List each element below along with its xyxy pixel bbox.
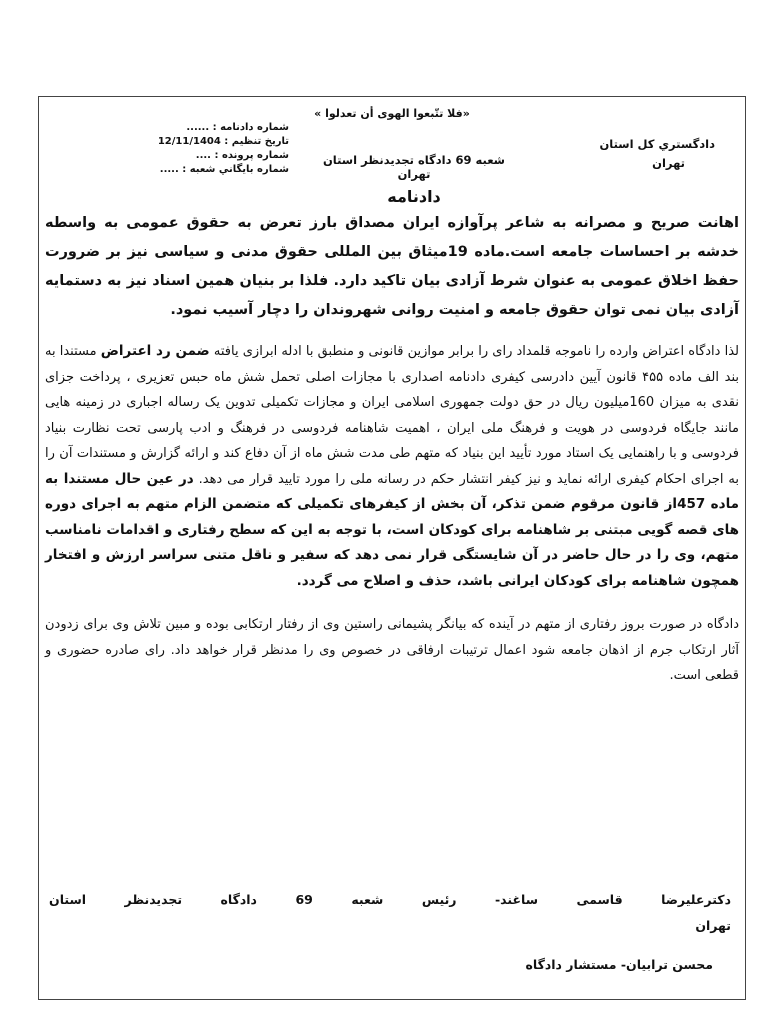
document-body — [45, 209, 739, 689]
sig-word: دکترعلیرضا — [661, 892, 731, 907]
court-organization — [565, 135, 715, 173]
meta-archive-number: شماره بايگاني شعبه : ..... — [159, 164, 289, 175]
sig-word: 69 — [295, 892, 313, 907]
org-line-2: تهران — [652, 156, 685, 170]
document-heading — [309, 153, 519, 206]
sig-word: شعبه — [351, 892, 384, 907]
paragraph-3: دادگاه در صورت بروز رفتاری از متهم در آینده که بیانگر پشیمانی راستین وی از رفتار ارتکابی بوده و مبین تلاش وی برای زدودن آثار ارتکاب جرم از اذهان جامعه شود اعمال ترتیبات ارفاقی در خصوص وی را مدنظر قرار خواهد داد. رای صادره حضوری و قطعی است. — [45, 617, 739, 683]
meta-case-number: شماره پرونده : .... — [195, 150, 289, 161]
signature-line-1 — [49, 887, 731, 913]
paragraph-2-part-2: مستندا به بند الف ماده ۴۵۵ قانون آیین دادرسی کیفری دادنامه اصداری با مجازات اصلی تحمل شش ماه حبس تعزیری ، پرداخت جزای نقدی به میزان 160میلیون ریال در حق دولت جمهوری اسلامی ایران و مجازات تکمیلی تدوین یک رساله اجباری در زمینه هایی مانند جایگاه فردوسی در هویت و فرهنگ ملی ایران ، اهمیت شاهنامه فردوسی در فرهنگ و ادب پارسی تحت نظارت بنیاد فردوسی و با راهنمایی یک استاد مورد تأیید این بنیاد که متهم طی مدت شش ماه از آن دفاع کند و ارائه گزارش و مستندات آن را به اجرای احکام کیفری ارائه نماید و نیز کیفر انتشار حکم در رسانه ملی را مورد تایید قرار می دهد. — [45, 344, 739, 487]
quran-verse: «فلا تتّبعوا الهوی أن تعدلوا » — [314, 107, 470, 120]
paragraph-2-part-1: لذا دادگاه اعتراض وارده را ناموجه قلمداد رای را برابر موازین قانونی و منطبق با ادله ابرازی یافته — [213, 344, 740, 359]
signature-presiding-judge — [49, 887, 731, 939]
paragraph-2-bold-1: ضمن رد اعتراض — [100, 343, 210, 359]
sig-word: استان — [49, 892, 87, 907]
signature-line-2: تهران — [695, 918, 731, 933]
court-branch: شعبه 69 دادگاه تجدیدنظر استان تهران — [322, 153, 505, 181]
sig-word: ساغند- — [494, 892, 538, 907]
org-line-1: دادگستري كل استان — [599, 137, 715, 151]
signature-advisor: محسن ترابیان- مستشار دادگاه — [525, 957, 713, 972]
sig-word: دادگاه — [220, 892, 257, 907]
sig-word: رئیس — [421, 892, 457, 907]
sig-word: قاسمی — [576, 892, 623, 907]
meta-date: تاريخ تنظيم : 12/11/1404 — [157, 136, 289, 147]
paragraph-1: اهانت صریح و مصرانه به شاعر پرآوازه ایران مصداق بارز تعرض به حقوق عمومی به واسطه خدشه بر احساسات جامعه است.ماده 19میثاق بین المللی حقوق مدنی و سیاسی نیز بر ضرورت حفظ اخلاق عمومی به عنوان شرط آزادی بیان تاکید دارد. فلذا بر بنیان همین اسناد نیز به دستمایه آزادی بیان نمی توان حقوق جامعه و امنیت روانی شهروندان را دچار آسیب نمود. — [45, 215, 739, 318]
verdict-document — [38, 96, 746, 1000]
paragraph-2 — [45, 339, 739, 594]
document-meta — [129, 121, 289, 177]
paragraph-2-bold-2: در عین حال مستندا به ماده 457از قانون مرقوم ضمن تذکر، آن بخش از کیفرهای تکمیلی که متضمن الزام متهم به اجرای دوره های قصه گویی مبتنی بر شاهنامه برای کودکان است، با توجه به این که سطح رفتاری و اقدامات نامناسب متهم، وی را در حال حاضر در آن شایستگی قرار نمی دهد که سفیر و ناقل متنی سراسر ارزش و افتخار همچون شاهنامه برای کودکان ایرانی باشد، حذف و اصلاح می گردد. — [45, 470, 739, 589]
meta-verdict-number: شماره دادنامه : ...... — [186, 122, 289, 133]
sig-word: تجدیدنظر — [124, 892, 183, 907]
document-title: دادنامه — [387, 187, 441, 206]
